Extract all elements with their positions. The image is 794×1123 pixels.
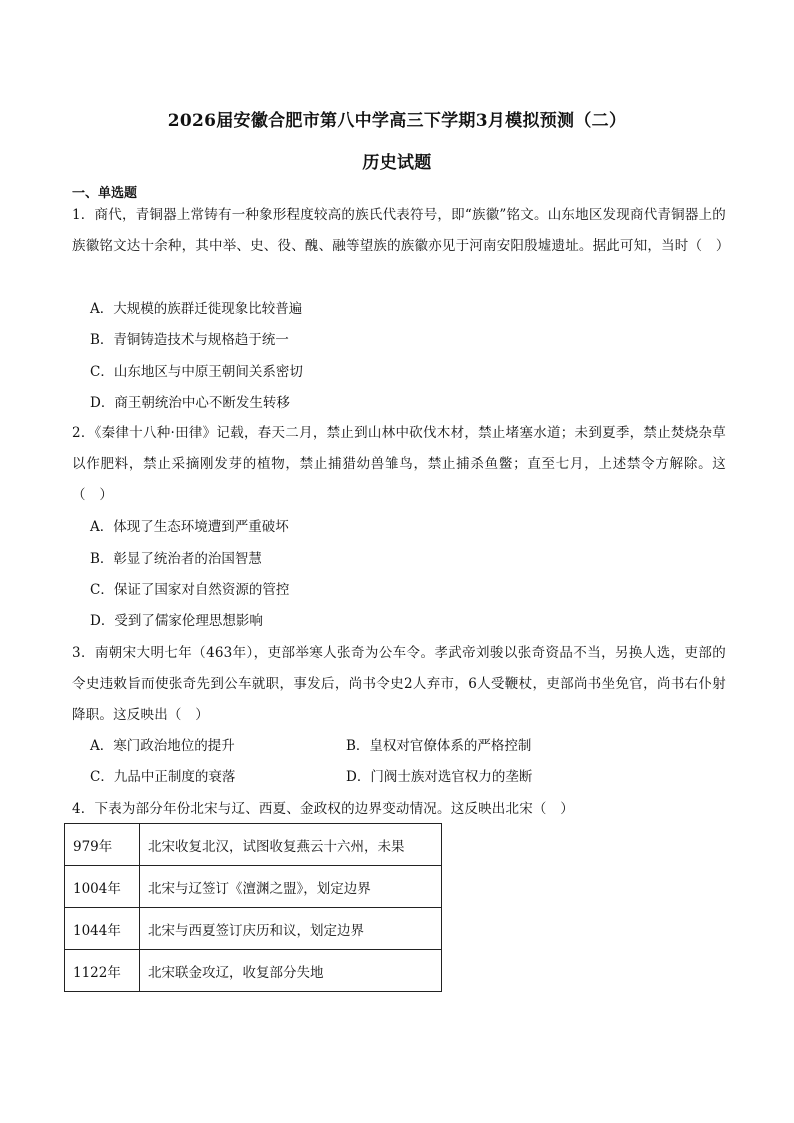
question-1-option-d: D．商王朝统治中心不断发生转移 [90,395,290,411]
table-row [65,950,442,992]
question-3-option-c: C．九品中正制度的衰落 [90,769,236,785]
table-cell-event: 北宋与辽签订《澶渊之盟》，划定边界 [140,866,442,908]
question-1-stem: 1．商代，青铜器上常铸有一种象形程度较高的族氏代表符号，即“族徽”铭文。山东地区发现商代青铜器上的族徽铭文达十余种，其中举、史、役、醜、融等望族的族徽亦见于河南安阳殷墟遗址。据此可知，当时（ ） [72,207,730,254]
question-1-option-c: C．山东地区与中原王朝间关系密切 [90,364,303,380]
exam-title: 2026届安徽合肥市第八中学高三下学期3月模拟预测（二） [167,111,627,131]
question-2-option-c: C．保证了国家对自然资源的管控 [90,582,290,598]
question-3-option-a: A．寒门政治地位的提升 [90,738,235,754]
table-cell-year: 1004年 [65,866,140,908]
exam-subtitle: 历史试题 [362,153,432,173]
table-cell-year: 979年 [65,824,140,866]
question-3-stem: 3．南朝宋大明七年（463年），吏部举寒人张奇为公车令。孝武帝刘骏以张奇资品不当，另换人选，吏部的令史违敕旨而使张奇先到公车就职，事发后，尚书令史2人弃市，6人受鞭杖，吏部尚书坐免官，尚书右仆射降职。这反映出（ ） [72,645,726,723]
question-3-option-d: D．门阀士族对选官权力的垄断 [346,769,533,785]
table-cell-year: 1044年 [65,908,140,950]
table-row [65,866,442,908]
table-cell-year: 1122年 [65,950,140,992]
section-heading: 一、单选题 [72,186,138,201]
table-row [65,824,442,866]
question-2-option-d: D．受到了儒家伦理思想影响 [90,613,263,629]
border-change-table [64,823,442,992]
question-4-stem: 4．下表为部分年份北宋与辽、西夏、金政权的边界变动情况。这反映出北宋（ ） [72,801,574,817]
question-1-option-a: A．大规模的族群迁徙现象比较普遍 [90,301,303,317]
question-3-option-b: B．皇权对官僚体系的严格控制 [346,738,532,754]
table-cell-event: 北宋收复北汉，试图收复燕云十六州，未果 [140,824,442,866]
table-cell-event: 北宋联金攻辽，收复部分失地 [140,950,442,992]
table-row [65,908,442,950]
question-2-option-b: B．彰显了统治者的治国智慧 [90,551,262,567]
question-1-option-b: B．青铜铸造技术与规格趋于统一 [90,332,289,348]
question-2-stem: 2．《秦律十八种·田律》记载，春天二月，禁止到山林中砍伐木材，禁止堵塞水道；未到夏季，禁止焚烧杂草以作肥料，禁止采摘刚发芽的植物，禁止捕猎幼兽雏鸟，禁止捕杀鱼鳖；直至七月，上述禁令方解除。这（ ） [72,425,726,503]
question-2-option-a: A．体现了生态环境遭到严重破坏 [90,519,289,535]
table-cell-event: 北宋与西夏签订庆历和议，划定边界 [140,908,442,950]
